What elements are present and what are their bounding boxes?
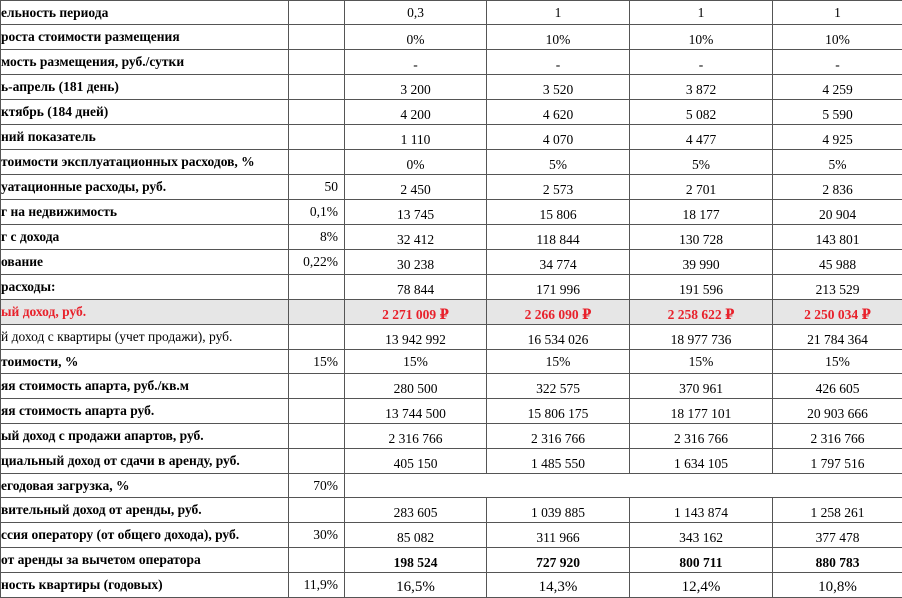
value-cell-year-4: 20 903 666 <box>773 399 902 424</box>
row-label: уатационные расходы, руб. <box>1 175 289 200</box>
row-label: г с дохода <box>1 225 289 250</box>
table-row <box>1 225 902 250</box>
value-cell-year-4: 377 478 <box>773 523 902 548</box>
row-label: ность квартиры (годовых) <box>1 573 289 598</box>
table-row <box>1 250 902 275</box>
value-cell-year-3: 2 258 622 ₽ <box>630 300 773 325</box>
value-cell-year-1: 13 744 500 <box>345 399 487 424</box>
value-cell-year-4: 2 836 <box>773 175 902 200</box>
value-cell-year-2: 15 806 175 <box>487 399 630 424</box>
value-cell-year-1: 15% <box>345 350 487 374</box>
value-cell-year-2: 15 806 <box>487 200 630 225</box>
value-cell-year-3: 4 477 <box>630 125 773 150</box>
table-row <box>1 573 902 598</box>
value-cell-year-4: 426 605 <box>773 374 902 399</box>
value-cell-year-2: 2 316 766 <box>487 424 630 449</box>
row-parameter: 8% <box>289 225 345 250</box>
row-label: тоимости эксплуатационных расходов, % <box>1 150 289 175</box>
empty-merged-cell <box>345 474 902 498</box>
row-parameter: 50 <box>289 175 345 200</box>
value-cell-year-1: 32 412 <box>345 225 487 250</box>
row-parameter: 15% <box>289 350 345 374</box>
value-cell-year-4: 20 904 <box>773 200 902 225</box>
value-cell-year-1: 3 200 <box>345 75 487 100</box>
row-label: егодовая загрузка, % <box>1 474 289 498</box>
value-cell-year-4: 1 258 261 <box>773 498 902 523</box>
row-label: ельность периода <box>1 1 289 25</box>
value-cell-year-2: 4 070 <box>487 125 630 150</box>
row-parameter: 0,22% <box>289 250 345 275</box>
row-label: г на недвижимость <box>1 200 289 225</box>
table-row <box>1 300 902 325</box>
value-cell-year-2: 322 575 <box>487 374 630 399</box>
row-parameter <box>289 498 345 523</box>
value-cell-year-3: 18 177 <box>630 200 773 225</box>
value-cell-year-2: 3 520 <box>487 75 630 100</box>
row-parameter <box>289 25 345 50</box>
value-cell-year-1: 13 745 <box>345 200 487 225</box>
row-label: ование <box>1 250 289 275</box>
value-cell-year-3: 800 711 <box>630 548 773 573</box>
value-cell-year-4: 5% <box>773 150 902 175</box>
row-parameter: 70% <box>289 474 345 498</box>
table-row <box>1 374 902 399</box>
value-cell-year-3: 12,4% <box>630 573 773 598</box>
row-parameter: 0,1% <box>289 200 345 225</box>
table-row <box>1 275 902 300</box>
row-label: мость размещения, руб./сутки <box>1 50 289 75</box>
value-cell-year-3: 18 177 101 <box>630 399 773 424</box>
value-cell-year-4: 213 529 <box>773 275 902 300</box>
table-row <box>1 474 902 498</box>
value-cell-year-2: 10% <box>487 25 630 50</box>
table-row <box>1 449 902 474</box>
table-row <box>1 424 902 449</box>
value-cell-year-2: 4 620 <box>487 100 630 125</box>
table-row <box>1 100 902 125</box>
row-parameter <box>289 275 345 300</box>
table-row <box>1 1 902 25</box>
value-cell-year-4: 1 797 516 <box>773 449 902 474</box>
row-parameter: 30% <box>289 523 345 548</box>
row-label: циальный доход от сдачи в аренду, руб. <box>1 449 289 474</box>
value-cell-year-4: 10% <box>773 25 902 50</box>
value-cell-year-3: 18 977 736 <box>630 325 773 350</box>
row-parameter <box>289 548 345 573</box>
value-cell-year-4: 4 925 <box>773 125 902 150</box>
table-row <box>1 523 902 548</box>
value-cell-year-1: 405 150 <box>345 449 487 474</box>
row-label: ый доход, руб. <box>1 300 289 325</box>
value-cell-year-1: 1 110 <box>345 125 487 150</box>
value-cell-year-2: 1 <box>487 1 630 25</box>
value-cell-year-1: - <box>345 50 487 75</box>
value-cell-year-3: 370 961 <box>630 374 773 399</box>
table-row <box>1 325 902 350</box>
value-cell-year-3: 10% <box>630 25 773 50</box>
value-cell-year-1: 2 316 766 <box>345 424 487 449</box>
row-label: ктябрь (184 дней) <box>1 100 289 125</box>
value-cell-year-3: 3 872 <box>630 75 773 100</box>
table-body <box>1 1 902 598</box>
row-parameter <box>289 449 345 474</box>
value-cell-year-2: 1 485 550 <box>487 449 630 474</box>
value-cell-year-4: 21 784 364 <box>773 325 902 350</box>
value-cell-year-2: 34 774 <box>487 250 630 275</box>
value-cell-year-3: 1 143 874 <box>630 498 773 523</box>
row-label: ый доход с продажи апартов, руб. <box>1 424 289 449</box>
value-cell-year-4: 15% <box>773 350 902 374</box>
value-cell-year-1: 198 524 <box>345 548 487 573</box>
value-cell-year-1: 13 942 992 <box>345 325 487 350</box>
value-cell-year-3: 191 596 <box>630 275 773 300</box>
table-row <box>1 548 902 573</box>
value-cell-year-4: 45 988 <box>773 250 902 275</box>
row-label: яя стоимость апарта руб. <box>1 399 289 424</box>
value-cell-year-1: 16,5% <box>345 573 487 598</box>
value-cell-year-1: 85 082 <box>345 523 487 548</box>
value-cell-year-1: 4 200 <box>345 100 487 125</box>
value-cell-year-2: 171 996 <box>487 275 630 300</box>
value-cell-year-2: 16 534 026 <box>487 325 630 350</box>
row-label: ь-апрель (181 день) <box>1 75 289 100</box>
row-label: й доход с квартиры (учет продажи), руб. <box>1 325 289 350</box>
row-parameter <box>289 424 345 449</box>
value-cell-year-3: 130 728 <box>630 225 773 250</box>
row-label: яя стоимость апарта, руб./кв.м <box>1 374 289 399</box>
row-label: от аренды за вычетом оператора <box>1 548 289 573</box>
table-row <box>1 200 902 225</box>
value-cell-year-1: 2 450 <box>345 175 487 200</box>
value-cell-year-2: 1 039 885 <box>487 498 630 523</box>
value-cell-year-1: 0,3 <box>345 1 487 25</box>
value-cell-year-4: 4 259 <box>773 75 902 100</box>
value-cell-year-4: - <box>773 50 902 75</box>
value-cell-year-2: 15% <box>487 350 630 374</box>
value-cell-year-4: 2 316 766 <box>773 424 902 449</box>
value-cell-year-3: 343 162 <box>630 523 773 548</box>
value-cell-year-3: 2 316 766 <box>630 424 773 449</box>
value-cell-year-2: 5% <box>487 150 630 175</box>
row-label: расходы: <box>1 275 289 300</box>
row-parameter <box>289 150 345 175</box>
table-row <box>1 50 902 75</box>
value-cell-year-2: - <box>487 50 630 75</box>
value-cell-year-2: 14,3% <box>487 573 630 598</box>
row-label: тоимости, % <box>1 350 289 374</box>
row-parameter <box>289 300 345 325</box>
value-cell-year-3: 39 990 <box>630 250 773 275</box>
value-cell-year-1: 78 844 <box>345 275 487 300</box>
row-parameter <box>289 75 345 100</box>
value-cell-year-1: 283 605 <box>345 498 487 523</box>
value-cell-year-4: 10,8% <box>773 573 902 598</box>
row-parameter <box>289 374 345 399</box>
value-cell-year-2: 2 266 090 ₽ <box>487 300 630 325</box>
value-cell-year-3: 2 701 <box>630 175 773 200</box>
value-cell-year-2: 311 966 <box>487 523 630 548</box>
value-cell-year-2: 118 844 <box>487 225 630 250</box>
value-cell-year-4: 143 801 <box>773 225 902 250</box>
table-row <box>1 175 902 200</box>
table-row <box>1 350 902 374</box>
table-row <box>1 399 902 424</box>
value-cell-year-1: 0% <box>345 25 487 50</box>
row-parameter <box>289 125 345 150</box>
row-parameter: 11,9% <box>289 573 345 598</box>
value-cell-year-3: 1 634 105 <box>630 449 773 474</box>
row-label: вительный доход от аренды, руб. <box>1 498 289 523</box>
value-cell-year-4: 2 250 034 ₽ <box>773 300 902 325</box>
value-cell-year-2: 727 920 <box>487 548 630 573</box>
value-cell-year-4: 880 783 <box>773 548 902 573</box>
row-label: роста стоимости размещения <box>1 25 289 50</box>
value-cell-year-3: 5% <box>630 150 773 175</box>
table-row <box>1 25 902 50</box>
row-parameter <box>289 50 345 75</box>
row-parameter <box>289 399 345 424</box>
table-row <box>1 498 902 523</box>
table-row <box>1 150 902 175</box>
value-cell-year-3: 1 <box>630 1 773 25</box>
table-row <box>1 125 902 150</box>
value-cell-year-1: 30 238 <box>345 250 487 275</box>
value-cell-year-2: 2 573 <box>487 175 630 200</box>
value-cell-year-4: 1 <box>773 1 902 25</box>
row-label: ссия оператору (от общего дохода), руб. <box>1 523 289 548</box>
row-parameter <box>289 100 345 125</box>
value-cell-year-1: 0% <box>345 150 487 175</box>
row-label: ний показатель <box>1 125 289 150</box>
row-parameter <box>289 325 345 350</box>
value-cell-year-1: 280 500 <box>345 374 487 399</box>
value-cell-year-3: 15% <box>630 350 773 374</box>
value-cell-year-1: 2 271 009 ₽ <box>345 300 487 325</box>
row-parameter <box>289 1 345 25</box>
value-cell-year-4: 5 590 <box>773 100 902 125</box>
value-cell-year-3: - <box>630 50 773 75</box>
table-row <box>1 75 902 100</box>
value-cell-year-3: 5 082 <box>630 100 773 125</box>
